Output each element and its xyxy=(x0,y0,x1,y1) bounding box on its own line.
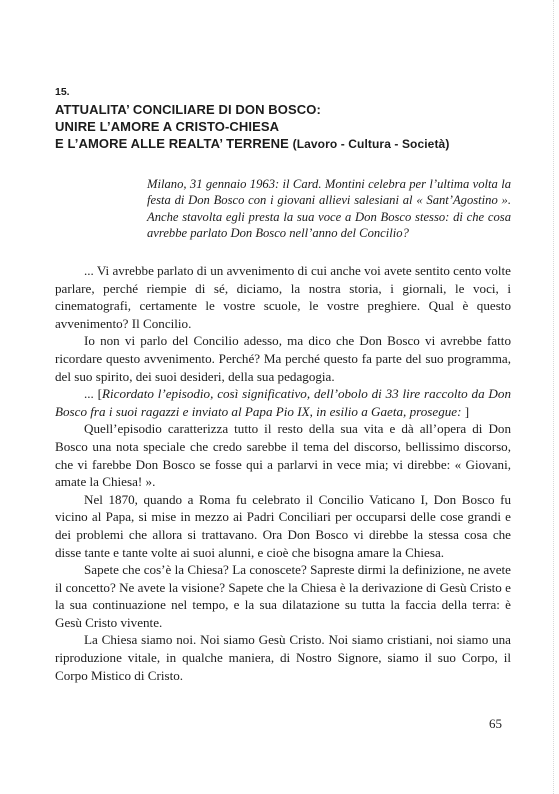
note-open: ... [ xyxy=(84,386,103,402)
note-close: ] xyxy=(461,403,470,419)
heading-line-2: UNIRE L’AMORE A CRISTO-CHIESA xyxy=(55,119,280,134)
paragraph-1: ... Vi avrebbe parlato di un avvenimento di cui anche voi avete sentito cento volte parlare, perché riempie di sé, diciamo, la nostra storia, i giornali, le voci, i cinematografi, certamente le vostre scuole, le vostre preghiere. Qual è questo avvenimento? Il Concilio. xyxy=(55,263,511,331)
paragraph-5: Nel 1870, quando a Roma fu celebrato il Concilio Vaticano I, Don Bosco fu vicino al Papa, si mise in mezzo ai Padri Conciliari per occuparsi delle cose grandi e dei problemi che allora si trattavano. Ora Don Bosco vi direbbe la stessa cosa che disse tante e tante volte ai suoi alunni, e cioè che bisogna amare la Chiesa. xyxy=(55,491,511,560)
note-italic: Ricordato l’episodio, così significativo, dell’obolo di 33 lire raccolto da Don Bosco fra i suoi ragazzi e inviato al Papa Pio IX, in esilio a Gaeta, prosegue: xyxy=(55,386,511,419)
chapter-number: 15. xyxy=(55,86,70,98)
paragraph-2: Io non vi parlo del Concilio adesso, ma dico che Don Bosco vi avrebbe fatto ricordare questo avvenimento. Perché? Ma perché questo fa parte del suo programma, del suo spirito, dei suoi desideri, della sua pedagogia. xyxy=(55,333,511,384)
paragraph-3-editorial-note xyxy=(55,385,511,420)
chapter-heading xyxy=(55,101,525,153)
epigraph: Milano, 31 gennaio 1963: il Card. Montini celebra per l’ultima volta la festa di Don Bosco con i giovani allievi salesiani al « Sant’Agostino ». Anche stavolta egli presta la sua voce a Don Bosco stesso: di che cosa avrebbe parlato Don Bosco nell’anno del Concilio? xyxy=(147,177,511,241)
body-text xyxy=(55,262,511,684)
heading-line-1: ATTUALITA’ CONCILIARE DI DON BOSCO: xyxy=(55,102,321,117)
paragraph-6: Sapete che cos’è la Chiesa? La conoscete? Sapreste dirmi la definizione, ne avete il concetto? Ne avete la visione? Sapete che la Chiesa è la derivazione di Gesù Cristo e la sua continuazione nel tempo, e la sua dilatazione su tutta la faccia della terra: è Gesù Cristo vivente. xyxy=(55,562,511,630)
paragraph-4: Quell’episodio caratterizza tutto il resto della sua vita e dà all’opera di Don Bosco una nota speciale che credo sarebbe il tema del discorso, bellissimo discorso, che vi farebbe Don Bosco se fosse qui a parlarvi in vece mia; vi direbbe: « Giovani, amate la Chiesa! ». xyxy=(55,421,511,490)
page-edge-divider xyxy=(553,0,554,794)
heading-line-3-main: E L’AMORE ALLE REALTA’ TERRENE xyxy=(55,136,289,151)
heading-line-3-subtitle: (Lavoro - Cultura - Società) xyxy=(292,137,450,151)
paragraph-7: La Chiesa siamo noi. Noi siamo Gesù Cristo. Noi siamo cristiani, noi siamo una riproduzione vitale, in qualche maniera, di Nostro Signore, siamo il suo Corpo, il Corpo Mistico di Cristo. xyxy=(55,632,511,683)
page-number: 65 xyxy=(489,716,502,731)
heading-line-3 xyxy=(55,135,525,153)
